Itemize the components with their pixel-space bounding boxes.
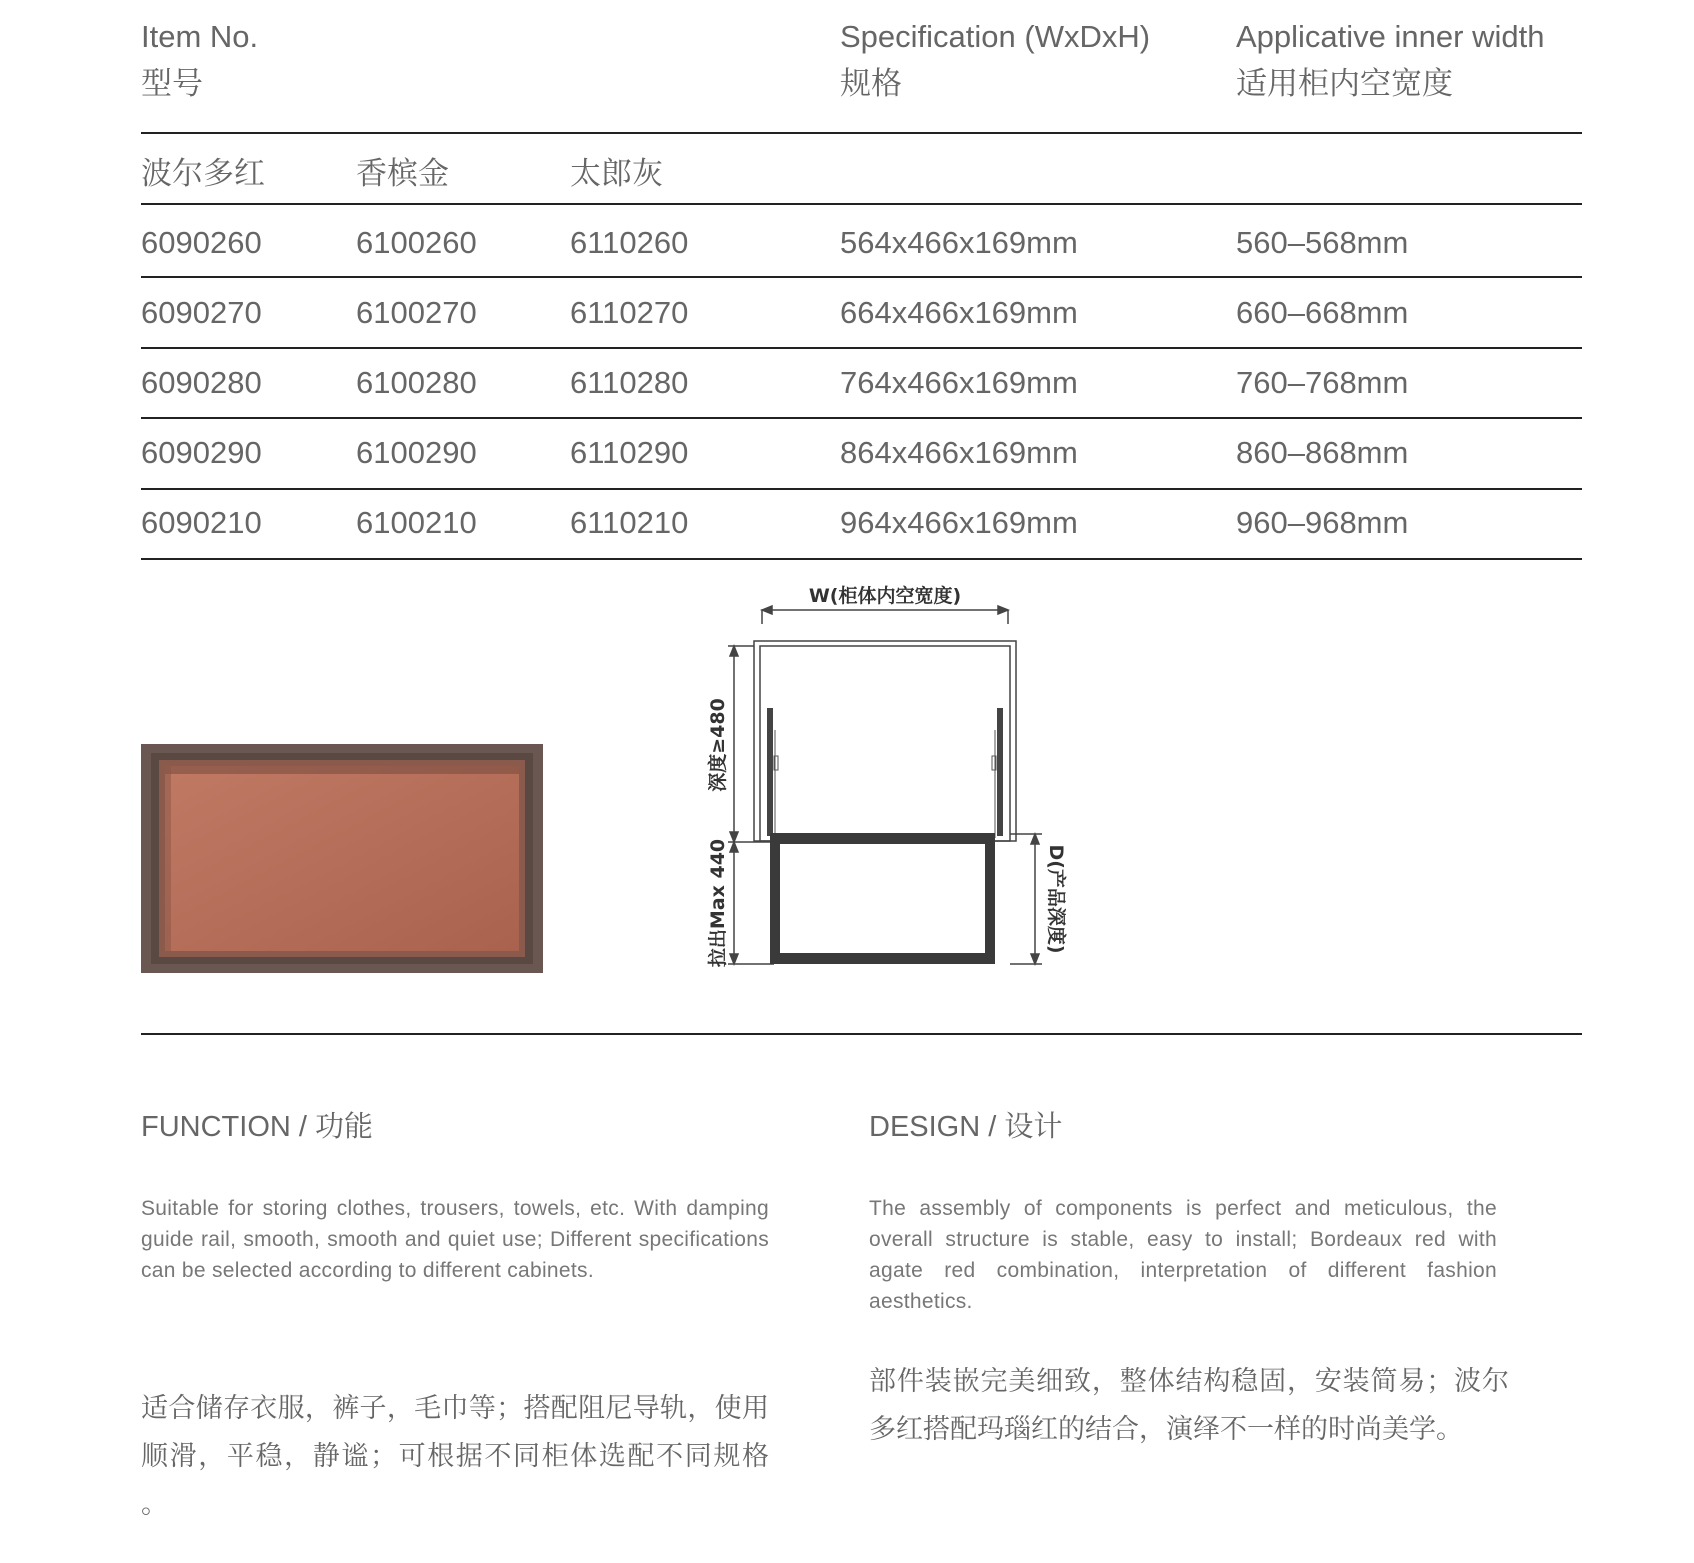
design-text-en: The assembly of components is perfect and meticulous, the overall structure is stable, easy to install; Bordeaux red with agate red combination, interpretation of different fashion aesthetics.	[869, 1197, 1497, 1313]
header-item-no	[141, 14, 258, 107]
color-champagne-gold: 香槟金	[356, 156, 449, 191]
cell-item-b: 6100260	[356, 225, 477, 260]
table-rule	[141, 488, 1582, 490]
cell-width: 760–768mm	[1236, 365, 1409, 400]
product-image	[141, 744, 543, 973]
cell-spec: 664x466x169mm	[840, 295, 1078, 330]
cell-item-b: 6100280	[356, 365, 477, 400]
cell-item-c: 6110280	[570, 365, 689, 400]
cell-width: 860–868mm	[1236, 435, 1409, 470]
cell-width: 960–968mm	[1236, 505, 1409, 540]
table-rule	[141, 347, 1582, 349]
cell-item-a: 6090210	[141, 505, 262, 540]
header-item-no-zh: 型号	[141, 65, 203, 101]
header-item-no-en: Item No.	[141, 19, 259, 54]
header-width-zh: 适用柜内空宽度	[1236, 65, 1453, 101]
cell-spec: 964x466x169mm	[840, 505, 1078, 540]
function-text-en: Suitable for storing clothes, trousers, towels, etc. With damping guide rail, smooth, smooth and quiet use; Different specifications can be selected according to different cabinets.	[141, 1197, 769, 1282]
color-bordeaux-red: 波尔多红	[141, 156, 265, 191]
cell-item-c: 6110260	[570, 225, 689, 260]
drawer-box-illustration	[141, 744, 543, 973]
table-rule-top	[141, 132, 1582, 134]
cell-item-a: 6090280	[141, 365, 262, 400]
cell-item-b: 6100270	[356, 295, 477, 330]
table-rule	[141, 276, 1582, 278]
header-width-en: Applicative inner width	[1236, 19, 1545, 54]
function-text-zh: 适合储存衣服，裤子，毛巾等；搭配阻尼导轨，使用顺滑，平稳，静谧；可根据不同柜体选配不同规格 。	[141, 1393, 769, 1519]
diagram-d-label: D(产品深度)	[1045, 844, 1067, 954]
diagram-depth-label: 深度≥480	[707, 698, 729, 792]
table-rule	[141, 203, 1582, 205]
cell-spec: 564x466x169mm	[840, 225, 1078, 260]
cell-item-a: 6090260	[141, 225, 262, 260]
cell-item-c: 6110270	[570, 295, 689, 330]
function-title: FUNCTION / 功能	[141, 1111, 373, 1143]
cell-spec: 864x466x169mm	[840, 435, 1078, 470]
header-spec	[840, 14, 1150, 107]
cell-item-c: 6110290	[570, 435, 689, 470]
cell-width: 560–568mm	[1236, 225, 1409, 260]
cell-item-b: 6100290	[356, 435, 477, 470]
header-spec-en: Specification (WxDxH)	[840, 19, 1151, 54]
table-rule-bottom	[141, 558, 1582, 560]
cell-item-a: 6090290	[141, 435, 262, 470]
cell-item-a: 6090270	[141, 295, 262, 330]
header-width	[1236, 14, 1544, 107]
color-taro-gray: 太郎灰	[570, 156, 663, 191]
diagram-pullout-label: 拉出Max 440	[707, 838, 729, 968]
cell-item-c: 6110210	[570, 505, 689, 540]
design-text-zh: 部件装嵌完美细致，整体结构稳固，安装简易；波尔多红搭配玛瑙红的结合，演绎不一样的时尚美学。	[869, 1366, 1509, 1444]
table-rule	[141, 417, 1582, 419]
cell-width: 660–668mm	[1236, 295, 1409, 330]
design-title: DESIGN / 设计	[869, 1111, 1063, 1143]
cell-item-b: 6100210	[356, 505, 477, 540]
header-spec-zh: 规格	[840, 65, 902, 101]
dimension-diagram	[690, 580, 1070, 970]
section-divider	[141, 1033, 1582, 1035]
cell-spec: 764x466x169mm	[840, 365, 1078, 400]
diagram-width-label: W(柜体内空宽度)	[808, 585, 962, 607]
